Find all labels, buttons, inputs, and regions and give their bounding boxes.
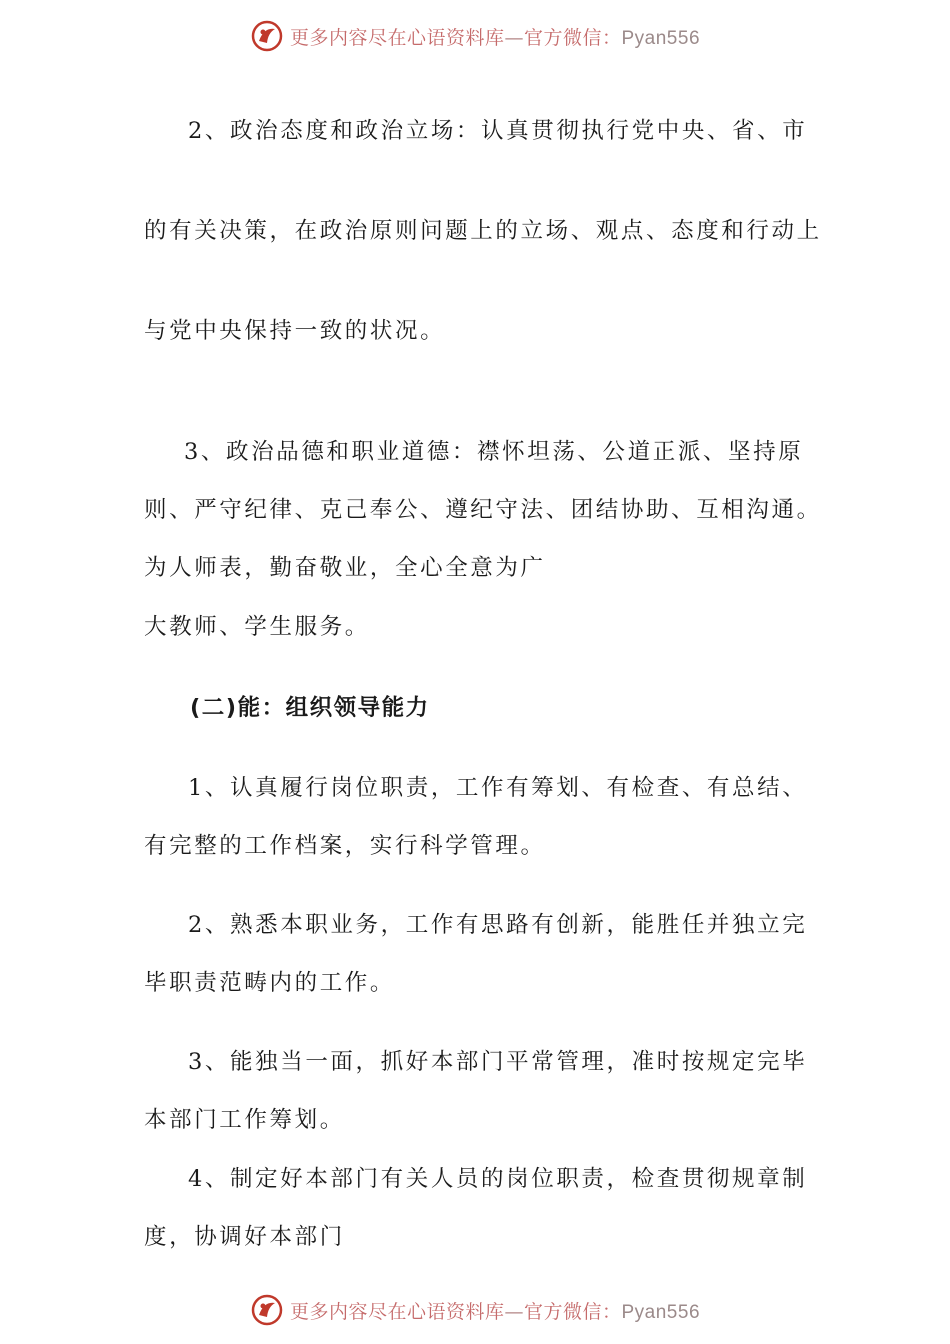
paragraph-line: 度，协调好本部门	[144, 1224, 345, 1250]
paragraph-line: 4、制定好本部门有关人员的岗位职责，检查贯彻规章制	[188, 1166, 808, 1192]
paragraph-line: 有完整的工作档案，实行科学管理。	[144, 833, 546, 859]
paragraph-line: 毕职责范畴内的工作。	[144, 970, 396, 996]
banner-wechat-label: 官方微信：	[523, 1300, 622, 1323]
banner-wechat-id: Pyan556	[621, 1301, 701, 1323]
banner-main-text: 更多内容尽在心语资料库	[289, 1300, 505, 1323]
banner-text	[290, 1297, 700, 1324]
paragraph-line: 本部门工作筹划。	[144, 1107, 345, 1133]
banner-wechat-id: Pyan556	[621, 27, 701, 49]
banner-wechat-label: 官方微信：	[523, 26, 622, 49]
paragraph-line: 大教师、学生服务。	[144, 614, 370, 640]
paragraph-line: 1、认真履行岗位职责，工作有筹划、有检查、有总结、	[188, 775, 808, 801]
logo-icon	[250, 1293, 284, 1327]
paragraph-line: 则、严守纪律、克己奉公、遵纪守法、团结协助、互相沟通。	[144, 497, 822, 523]
paragraph-line: 的有关决策，在政治原则问题上的立场、观点、态度和行动上	[144, 218, 822, 244]
paragraph-line: 2、熟悉本职业务，工作有思路有创新，能胜任并独立完	[188, 912, 808, 938]
section-heading: (二)能：组织领导能力	[190, 695, 430, 721]
paragraph-line: 与党中央保持一致的状况。	[144, 318, 446, 344]
paragraph-line: 为人师表，勤奋敬业，全心全意为广	[144, 555, 546, 581]
banner-separator: —	[504, 1300, 524, 1323]
logo-icon	[250, 19, 284, 53]
banner-main-text: 更多内容尽在心语资料库	[289, 26, 505, 49]
paragraph-line: 3、能独当一面，抓好本部门平常管理，准时按规定完毕	[188, 1049, 808, 1075]
banner-text	[290, 23, 700, 50]
banner-separator: —	[504, 26, 524, 49]
paragraph-line: 2、政治态度和政治立场：认真贯彻执行党中央、省、市	[188, 118, 808, 144]
paragraph-line: 3、政治品德和职业道德：襟怀坦荡、公道正派、坚持原	[184, 439, 804, 465]
footer-banner	[0, 1288, 950, 1332]
header-banner	[0, 14, 950, 58]
